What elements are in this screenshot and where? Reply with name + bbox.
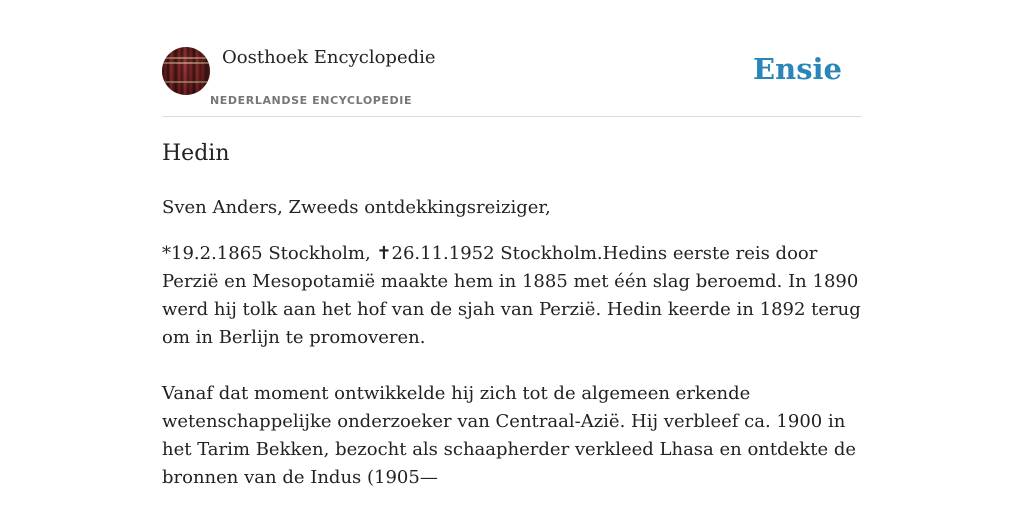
article-paragraph: *19.2.1865 Stockholm, ✝26.11.1952 Stockholm.Hedins eerste reis door Perzië en Mesopotamië maakte hem in 1885 met één slag beroemd. In 1890 werd hij tolk aan het hof van de sjah van Perzië. Hedin keerde in 1892 terug om in Berlijn te promoveren. [162,243,861,348]
site-title[interactable]: Oosthoek Encyclopedie [222,47,436,68]
article-intro: Sven Anders, Zweeds ontdekkingsreiziger, [162,197,551,218]
article-paragraph: Vanaf dat moment ontwikkelde hij zich tot de algemeen erkende wetenschappelijke onderzoeker van Centraal-Azië. Hij verbleef ca. 1900 in het Tarim Bekken, bezocht als schaapherder verkleed Lhasa en ontdekte de bronnen van de Indus (1905— [162,383,856,488]
site-subtitle: NEDERLANDSE ENCYCLOPEDIE [210,94,413,107]
article-body [162,194,862,492]
encyclopedia-books-icon[interactable] [162,47,210,95]
brand-logo-link[interactable]: Ensie [753,52,842,86]
site-header [162,46,862,117]
page-title: Hedin [162,141,230,166]
